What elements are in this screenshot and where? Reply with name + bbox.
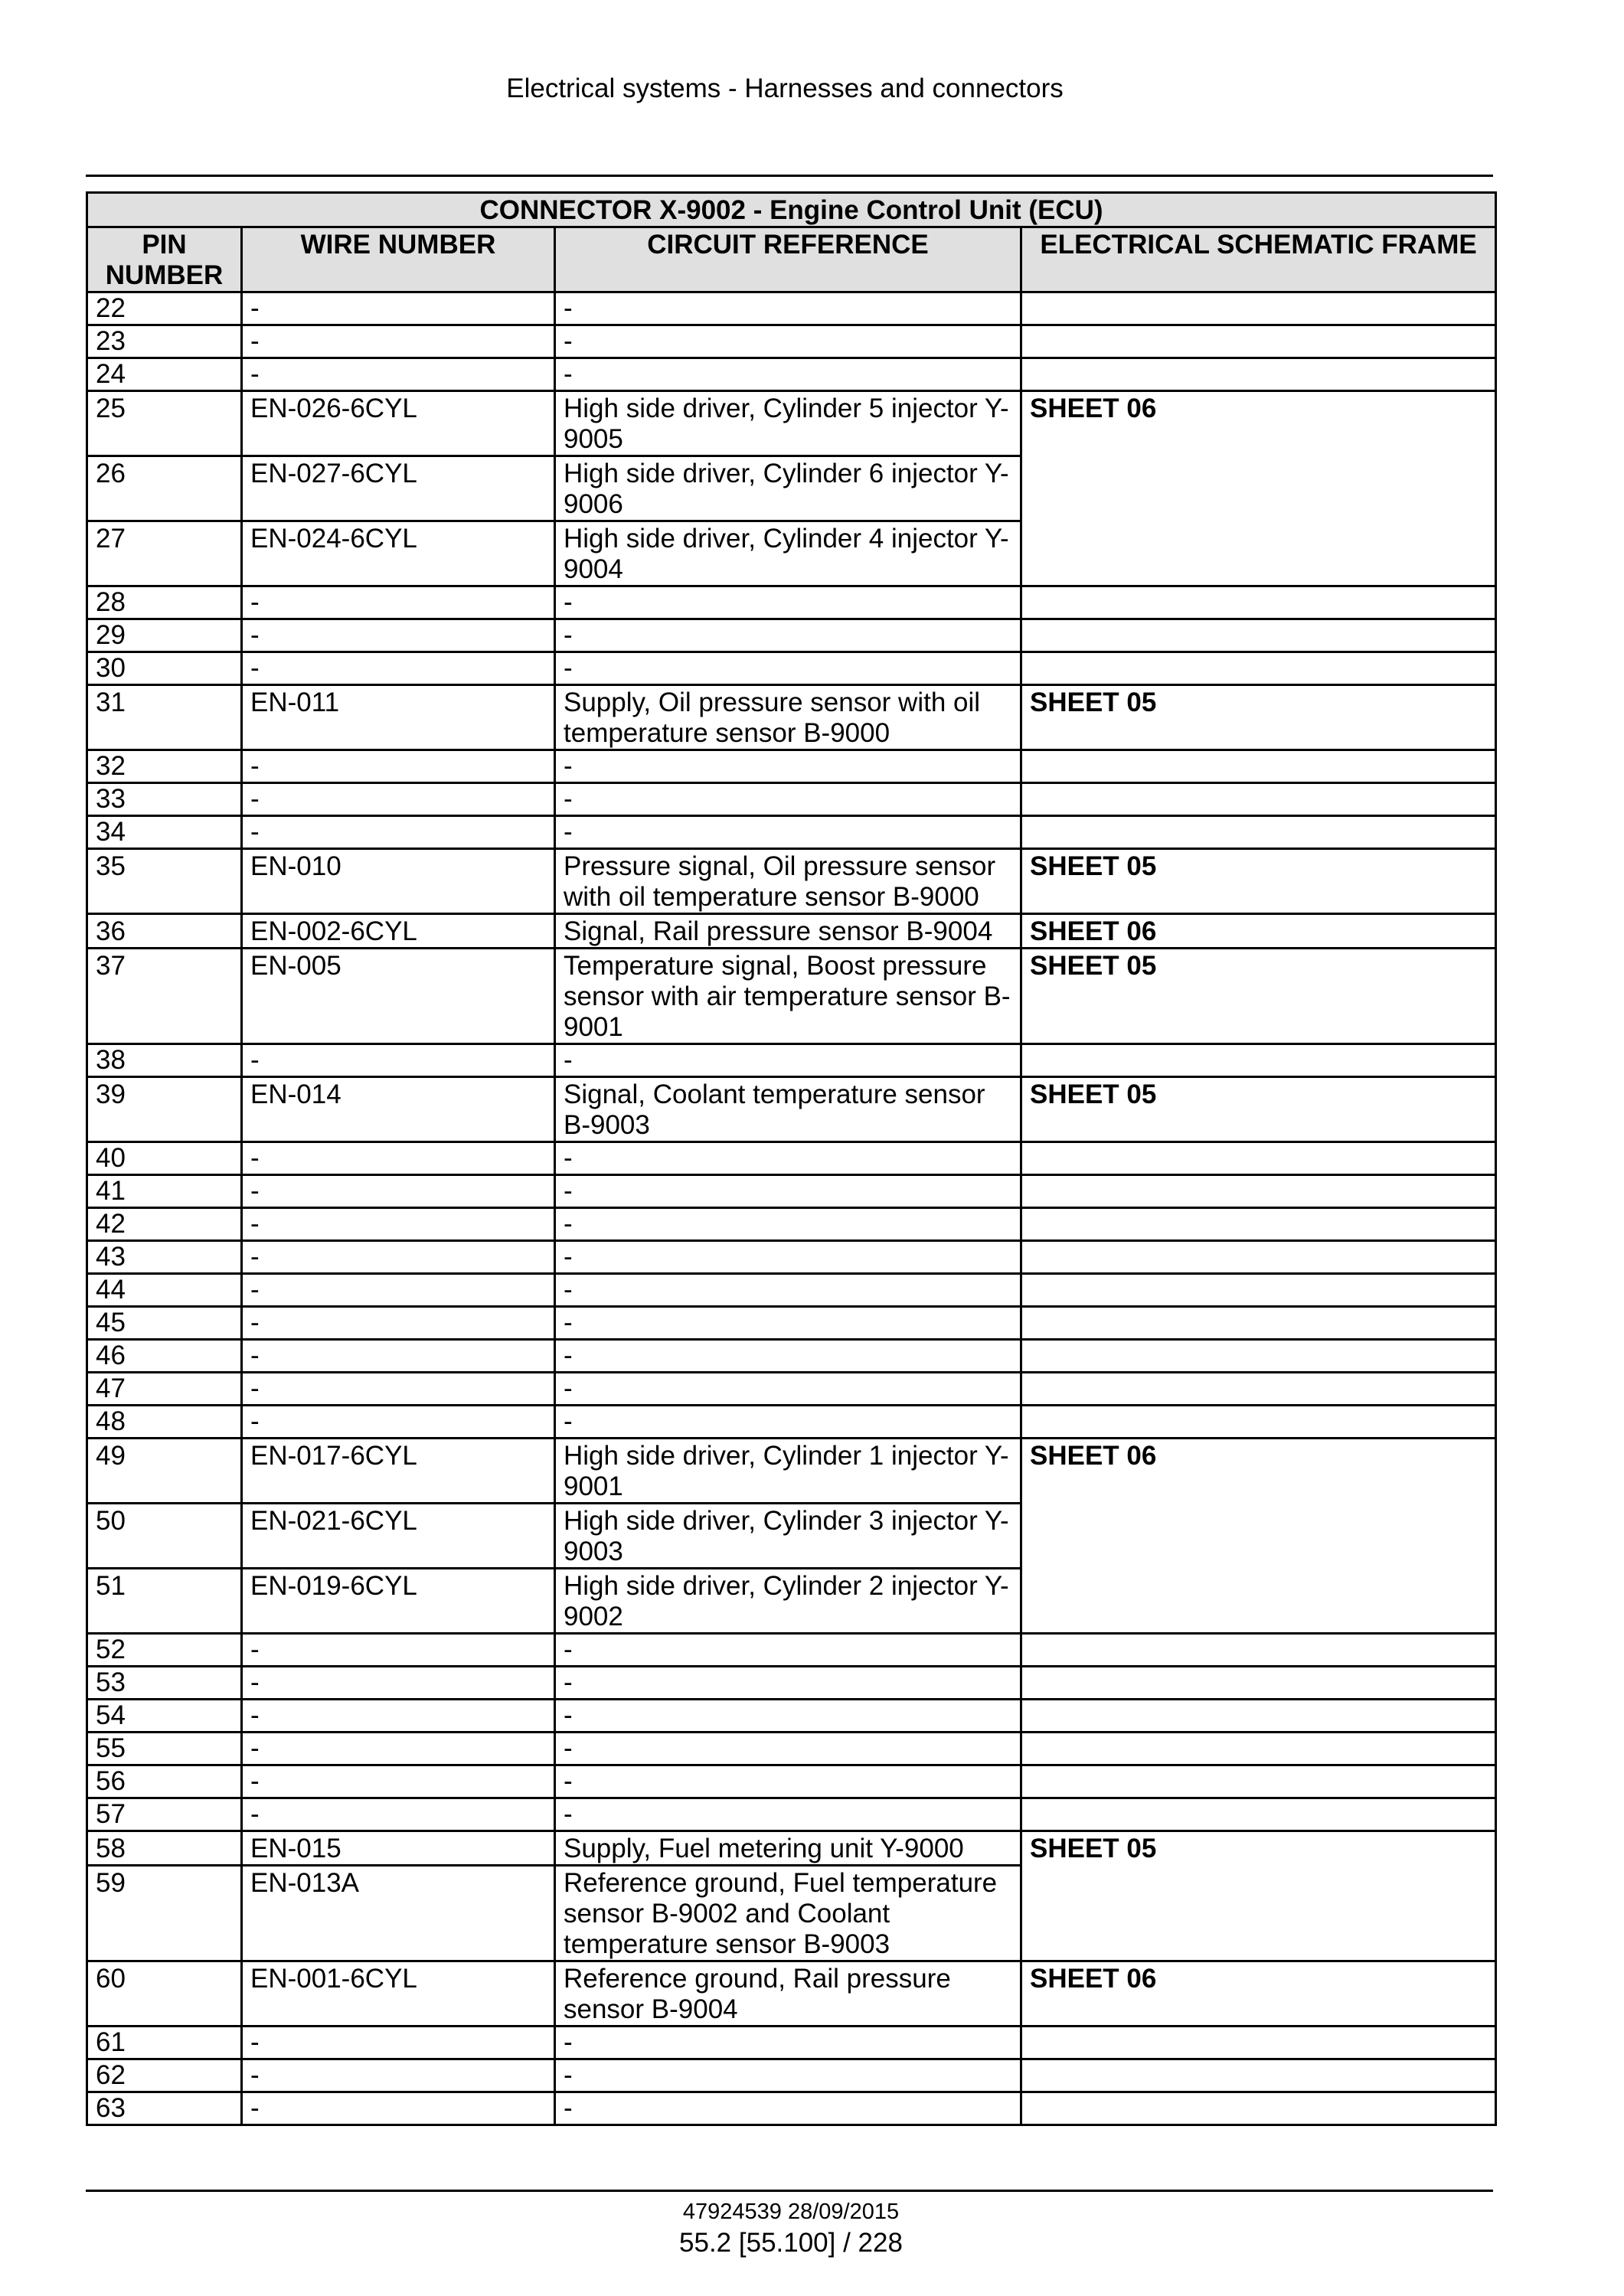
circuit-reference-cell: Temperature signal, Boost pressure sensor with air temperature sensor B-9001	[555, 949, 1021, 1044]
pin-number-cell: 48	[87, 1406, 242, 1439]
circuit-reference-cell: Pressure signal, Oil pressure sensor with oil temperature sensor B-9000	[555, 849, 1021, 914]
circuit-reference-cell: -	[555, 1142, 1021, 1175]
pin-number-cell: 22	[87, 292, 242, 325]
table-row	[87, 783, 1496, 816]
wire-number-cell: -	[242, 1307, 555, 1340]
pin-number-cell: 54	[87, 1700, 242, 1733]
schematic-frame-cell	[1021, 1274, 1496, 1307]
table-row	[87, 2027, 1496, 2059]
table-row	[87, 1340, 1496, 1373]
circuit-reference-cell: High side driver, Cylinder 1 injector Y-9001	[555, 1439, 1021, 1504]
wire-number-cell: -	[242, 1765, 555, 1798]
pin-number-cell: 33	[87, 783, 242, 816]
schematic-frame-cell	[1021, 1044, 1496, 1077]
table-row	[87, 849, 1496, 914]
schematic-frame-cell	[1021, 1798, 1496, 1831]
schematic-frame-cell: SHEET 05	[1021, 685, 1496, 750]
circuit-reference-cell: -	[555, 2027, 1021, 2059]
header-rule	[86, 175, 1493, 177]
wire-number-cell: -	[242, 1208, 555, 1241]
schematic-frame-cell	[1021, 1208, 1496, 1241]
wire-number-cell: EN-001-6CYL	[242, 1961, 555, 2027]
circuit-reference-cell: Supply, Fuel metering unit Y-9000	[555, 1831, 1021, 1866]
circuit-reference-cell: -	[555, 783, 1021, 816]
column-header-wire-number: WIRE NUMBER	[242, 227, 555, 292]
circuit-reference-cell: -	[555, 1175, 1021, 1208]
wire-number-cell: -	[242, 2027, 555, 2059]
table-row	[87, 619, 1496, 652]
wire-number-cell: -	[242, 325, 555, 358]
table-row	[87, 652, 1496, 685]
table-title: CONNECTOR X-9002 - Engine Control Unit (ECU)	[87, 193, 1496, 227]
table-row	[87, 685, 1496, 750]
pin-number-cell: 57	[87, 1798, 242, 1831]
circuit-reference-cell: -	[555, 1667, 1021, 1700]
pin-number-cell: 62	[87, 2059, 242, 2092]
wire-number-cell: EN-002-6CYL	[242, 914, 555, 949]
circuit-reference-cell: Signal, Coolant temperature sensor B-9003	[555, 1077, 1021, 1142]
pin-number-cell: 60	[87, 1961, 242, 2027]
table-row	[87, 1241, 1496, 1274]
circuit-reference-cell: -	[555, 619, 1021, 652]
circuit-reference-cell: -	[555, 1765, 1021, 1798]
wire-number-cell: -	[242, 816, 555, 849]
schematic-frame-cell	[1021, 1307, 1496, 1340]
table-row	[87, 1634, 1496, 1667]
circuit-reference-cell: High side driver, Cylinder 5 injector Y-9005	[555, 391, 1021, 456]
schematic-frame-cell: SHEET 05	[1021, 849, 1496, 914]
schematic-frame-cell	[1021, 1340, 1496, 1373]
circuit-reference-cell: -	[555, 292, 1021, 325]
footer-page-number: 55.2 [55.100] / 228	[679, 2228, 903, 2258]
schematic-frame-cell	[1021, 1733, 1496, 1765]
schematic-frame-cell: SHEET 05	[1021, 1831, 1496, 1961]
table-body	[87, 292, 1496, 2125]
wire-number-cell: -	[242, 619, 555, 652]
pin-number-cell: 38	[87, 1044, 242, 1077]
wire-number-cell: -	[242, 586, 555, 619]
circuit-reference-cell: -	[555, 325, 1021, 358]
pin-number-cell: 25	[87, 391, 242, 456]
pin-number-cell: 58	[87, 1831, 242, 1866]
circuit-reference-cell: -	[555, 586, 1021, 619]
wire-number-cell: EN-019-6CYL	[242, 1569, 555, 1634]
table-row	[87, 586, 1496, 619]
pin-number-cell: 46	[87, 1340, 242, 1373]
wire-number-cell: -	[242, 1733, 555, 1765]
pin-number-cell: 27	[87, 521, 242, 586]
footer-rule	[86, 2190, 1493, 2192]
table-row	[87, 1373, 1496, 1406]
circuit-reference-cell: -	[555, 1406, 1021, 1439]
table-row	[87, 1406, 1496, 1439]
pin-number-cell: 35	[87, 849, 242, 914]
wire-number-cell: -	[242, 1406, 555, 1439]
circuit-reference-cell: Supply, Oil pressure sensor with oil temperature sensor B-9000	[555, 685, 1021, 750]
schematic-frame-cell	[1021, 1241, 1496, 1274]
schematic-frame-cell	[1021, 1634, 1496, 1667]
pin-number-cell: 24	[87, 358, 242, 391]
circuit-reference-cell: -	[555, 2059, 1021, 2092]
schematic-frame-cell	[1021, 619, 1496, 652]
schematic-frame-cell	[1021, 358, 1496, 391]
schematic-frame-cell	[1021, 1667, 1496, 1700]
wire-number-cell: -	[242, 1340, 555, 1373]
wire-number-cell: -	[242, 1175, 555, 1208]
schematic-frame-cell	[1021, 750, 1496, 783]
wire-number-cell: -	[242, 1044, 555, 1077]
schematic-frame-cell	[1021, 2092, 1496, 2125]
circuit-reference-cell: -	[555, 1274, 1021, 1307]
table-row	[87, 1044, 1496, 1077]
pin-number-cell: 55	[87, 1733, 242, 1765]
wire-number-cell: -	[242, 292, 555, 325]
schematic-frame-cell	[1021, 1175, 1496, 1208]
table-row	[87, 914, 1496, 949]
table-row	[87, 1307, 1496, 1340]
table-row	[87, 2059, 1496, 2092]
schematic-frame-cell	[1021, 1700, 1496, 1733]
schematic-frame-cell	[1021, 586, 1496, 619]
wire-number-cell: -	[242, 1634, 555, 1667]
table-row	[87, 2092, 1496, 2125]
table-row	[87, 1667, 1496, 1700]
pin-number-cell: 39	[87, 1077, 242, 1142]
wire-number-cell: -	[242, 2092, 555, 2125]
table-row	[87, 1274, 1496, 1307]
table-row	[87, 391, 1496, 456]
circuit-reference-cell: Signal, Rail pressure sensor B-9004	[555, 914, 1021, 949]
circuit-reference-cell: -	[555, 750, 1021, 783]
schematic-frame-cell	[1021, 1142, 1496, 1175]
pin-number-cell: 52	[87, 1634, 242, 1667]
pin-number-cell: 41	[87, 1175, 242, 1208]
column-header-circuit-reference: CIRCUIT REFERENCE	[555, 227, 1021, 292]
wire-number-cell: -	[242, 1667, 555, 1700]
wire-number-cell: EN-014	[242, 1077, 555, 1142]
circuit-reference-cell: Reference ground, Rail pressure sensor B-9004	[555, 1961, 1021, 2027]
schematic-frame-cell	[1021, 2027, 1496, 2059]
pin-number-cell: 53	[87, 1667, 242, 1700]
column-header-schematic-frame: ELECTRICAL SCHEMATIC FRAME	[1021, 227, 1496, 292]
pin-number-cell: 56	[87, 1765, 242, 1798]
circuit-reference-cell: -	[555, 652, 1021, 685]
circuit-reference-cell: High side driver, Cylinder 4 injector Y-9004	[555, 521, 1021, 586]
circuit-reference-cell: High side driver, Cylinder 6 injector Y-9006	[555, 456, 1021, 521]
table-row	[87, 1798, 1496, 1831]
table-row	[87, 1142, 1496, 1175]
schematic-frame-cell	[1021, 1406, 1496, 1439]
table-row	[87, 1765, 1496, 1798]
wire-number-cell: -	[242, 2059, 555, 2092]
wire-number-cell: EN-017-6CYL	[242, 1439, 555, 1504]
pin-number-cell: 45	[87, 1307, 242, 1340]
table-row	[87, 358, 1496, 391]
circuit-reference-cell: -	[555, 816, 1021, 849]
table-row	[87, 1439, 1496, 1504]
wire-number-cell: -	[242, 358, 555, 391]
schematic-frame-cell	[1021, 1373, 1496, 1406]
circuit-reference-cell: High side driver, Cylinder 3 injector Y-9003	[555, 1504, 1021, 1569]
table-row	[87, 325, 1496, 358]
table-row	[87, 1077, 1496, 1142]
pin-number-cell: 31	[87, 685, 242, 750]
table-row	[87, 292, 1496, 325]
pin-number-cell: 47	[87, 1373, 242, 1406]
pin-number-cell: 50	[87, 1504, 242, 1569]
circuit-reference-cell: -	[555, 358, 1021, 391]
schematic-frame-cell	[1021, 2059, 1496, 2092]
schematic-frame-cell	[1021, 292, 1496, 325]
wire-number-cell: EN-024-6CYL	[242, 521, 555, 586]
circuit-reference-cell: -	[555, 1373, 1021, 1406]
wire-number-cell: -	[242, 1700, 555, 1733]
wire-number-cell: -	[242, 1241, 555, 1274]
pin-number-cell: 59	[87, 1866, 242, 1961]
wire-number-cell: EN-026-6CYL	[242, 391, 555, 456]
schematic-frame-cell: SHEET 06	[1021, 1439, 1496, 1634]
pin-number-cell: 36	[87, 914, 242, 949]
connector-pinout-table	[86, 191, 1497, 2126]
table-row	[87, 949, 1496, 1044]
schematic-frame-cell: SHEET 06	[1021, 1961, 1496, 2027]
table-row	[87, 1733, 1496, 1765]
schematic-frame-cell	[1021, 816, 1496, 849]
table-row	[87, 1208, 1496, 1241]
circuit-reference-cell: -	[555, 1340, 1021, 1373]
pin-number-cell: 32	[87, 750, 242, 783]
table-row	[87, 816, 1496, 849]
circuit-reference-cell: -	[555, 1700, 1021, 1733]
pin-number-cell: 61	[87, 2027, 242, 2059]
table-row	[87, 1700, 1496, 1733]
pin-number-cell: 42	[87, 1208, 242, 1241]
wire-number-cell: EN-015	[242, 1831, 555, 1866]
pin-number-cell: 30	[87, 652, 242, 685]
pin-number-cell: 44	[87, 1274, 242, 1307]
circuit-reference-cell: -	[555, 1044, 1021, 1077]
circuit-reference-cell: -	[555, 1307, 1021, 1340]
table-row	[87, 1831, 1496, 1866]
schematic-frame-cell	[1021, 783, 1496, 816]
schematic-frame-cell: SHEET 06	[1021, 914, 1496, 949]
wire-number-cell: EN-005	[242, 949, 555, 1044]
wire-number-cell: -	[242, 1373, 555, 1406]
schematic-frame-cell	[1021, 1765, 1496, 1798]
column-header-pin-number: PIN NUMBER	[87, 227, 242, 292]
wire-number-cell: -	[242, 1274, 555, 1307]
circuit-reference-cell: -	[555, 1798, 1021, 1831]
wire-number-cell: -	[242, 750, 555, 783]
pin-number-cell: 51	[87, 1569, 242, 1634]
circuit-reference-cell: Reference ground, Fuel temperature sensor B-9002 and Coolant temperature sensor B-9003	[555, 1866, 1021, 1961]
table-row	[87, 750, 1496, 783]
pin-number-cell: 26	[87, 456, 242, 521]
pin-number-cell: 37	[87, 949, 242, 1044]
pin-number-cell: 29	[87, 619, 242, 652]
wire-number-cell: EN-021-6CYL	[242, 1504, 555, 1569]
wire-number-cell: EN-011	[242, 685, 555, 750]
circuit-reference-cell: -	[555, 2092, 1021, 2125]
wire-number-cell: EN-013A	[242, 1866, 555, 1961]
pin-number-cell: 63	[87, 2092, 242, 2125]
wire-number-cell: EN-010	[242, 849, 555, 914]
footer-document-code: 47924539 28/09/2015	[682, 2200, 900, 2224]
schematic-frame-cell: SHEET 05	[1021, 949, 1496, 1044]
table-row	[87, 1961, 1496, 2027]
pin-number-cell: 23	[87, 325, 242, 358]
wire-number-cell: EN-027-6CYL	[242, 456, 555, 521]
pin-number-cell: 43	[87, 1241, 242, 1274]
circuit-reference-cell: High side driver, Cylinder 2 injector Y-9002	[555, 1569, 1021, 1634]
schematic-frame-cell	[1021, 325, 1496, 358]
pin-number-cell: 28	[87, 586, 242, 619]
schematic-frame-cell	[1021, 652, 1496, 685]
wire-number-cell: -	[242, 1142, 555, 1175]
schematic-frame-cell: SHEET 05	[1021, 1077, 1496, 1142]
wire-number-cell: -	[242, 652, 555, 685]
pin-number-cell: 40	[87, 1142, 242, 1175]
table-row	[87, 1175, 1496, 1208]
wire-number-cell: -	[242, 783, 555, 816]
pin-number-cell: 34	[87, 816, 242, 849]
page-header-title: Electrical systems - Harnesses and connectors	[506, 73, 1064, 103]
pin-number-cell: 49	[87, 1439, 242, 1504]
circuit-reference-cell: -	[555, 1733, 1021, 1765]
schematic-frame-cell: SHEET 06	[1021, 391, 1496, 586]
circuit-reference-cell: -	[555, 1241, 1021, 1274]
wire-number-cell: -	[242, 1798, 555, 1831]
circuit-reference-cell: -	[555, 1208, 1021, 1241]
circuit-reference-cell: -	[555, 1634, 1021, 1667]
